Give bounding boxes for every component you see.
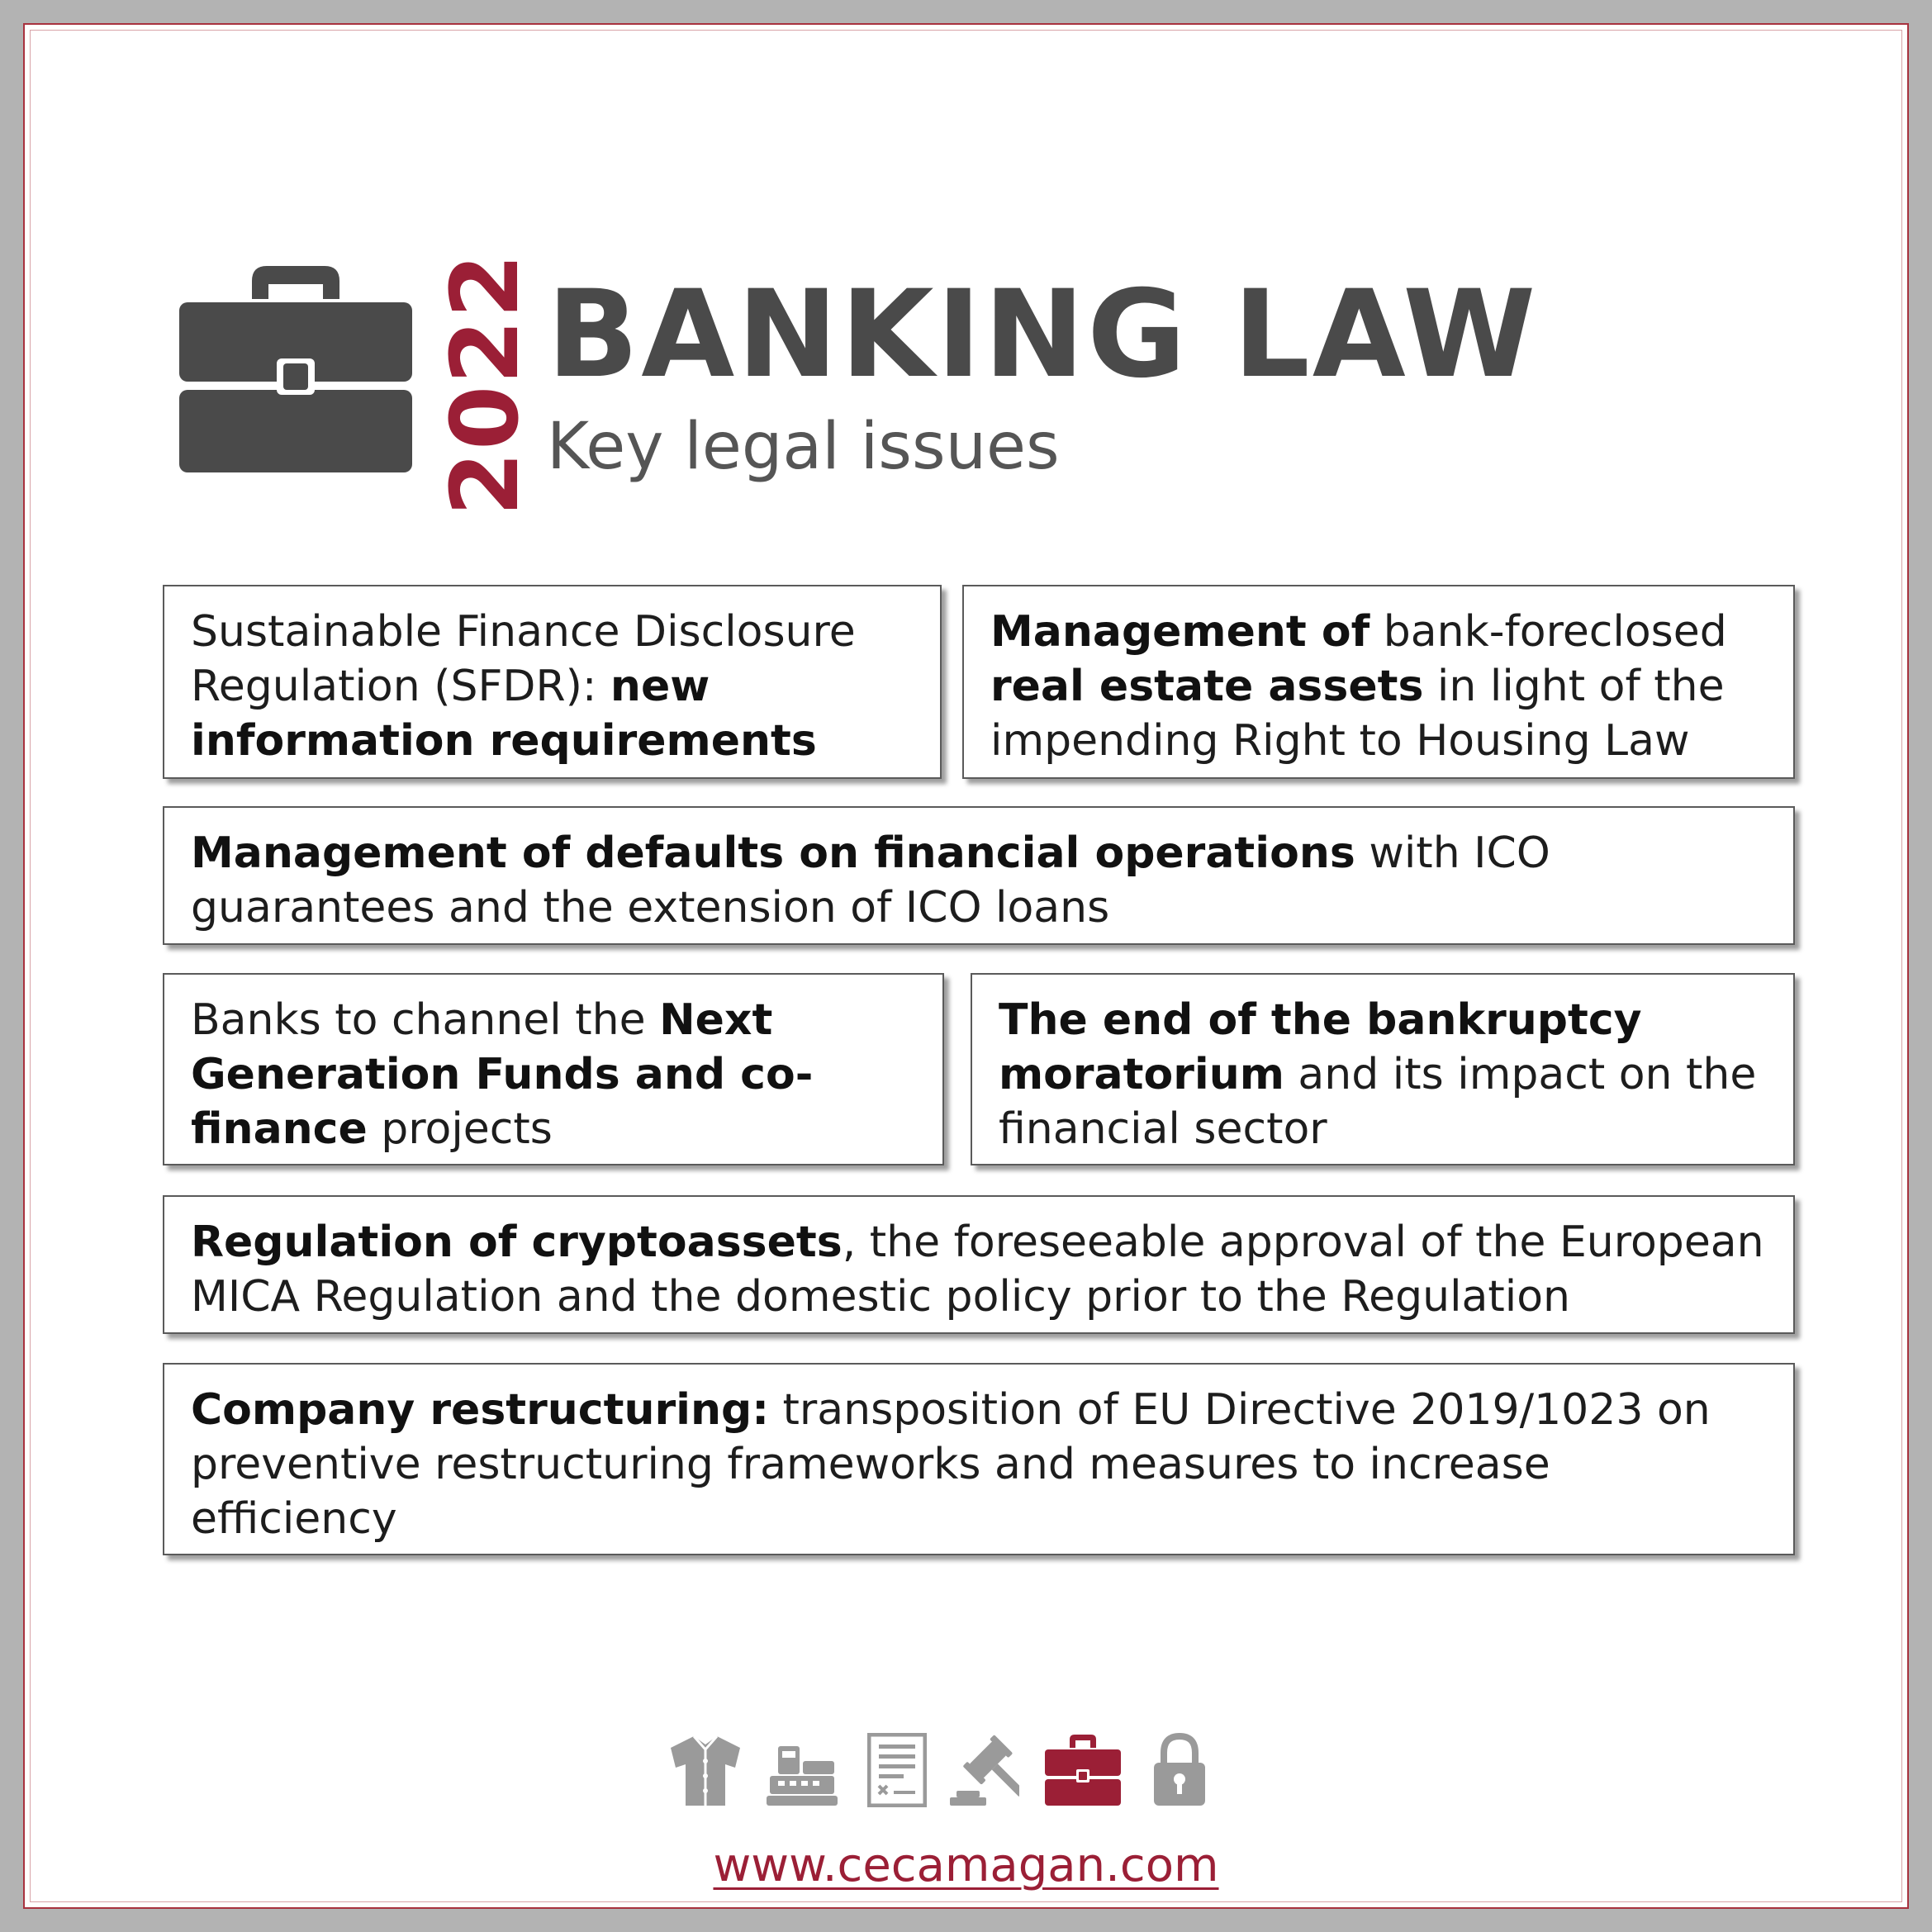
year-text: 2022	[432, 252, 539, 516]
padlock-icon	[1152, 1733, 1207, 1807]
briefcase-icon	[179, 266, 412, 472]
issue-box-sfdr	[163, 585, 942, 779]
issue-box-next-generation-funds	[163, 973, 944, 1165]
issue-text-bold: Management of	[990, 607, 1370, 657]
page-subtitle: Key legal issues	[547, 410, 1060, 484]
practice-area-icons	[669, 1733, 1214, 1816]
issue-text-bold: Regulation of cryptoassets	[191, 1218, 843, 1267]
issue-text: , the foreseeable approval of the European MICA Regulation and the domestic policy prior to the Regulation	[191, 1218, 1764, 1322]
issue-box-bankruptcy-moratorium	[971, 973, 1795, 1165]
cash-register-icon	[767, 1733, 838, 1807]
issue-text: in light of the impending Right to Housing Law	[990, 662, 1725, 766]
issue-box-ico-defaults	[163, 806, 1795, 945]
website-url[interactable]: www.cecamagan.com	[713, 1839, 1219, 1892]
issue-box-foreclosed-assets	[962, 585, 1795, 779]
issue-text: transposition of EU Directive 2019/1023 on preventive restructuring frameworks and measures to increase efficiency	[191, 1385, 1711, 1544]
issue-text: Sustainable Finance Disclosure Regulation (SFDR):	[191, 607, 856, 711]
issue-box-company-restructuring	[163, 1363, 1795, 1555]
issue-text-bold: new information requirements	[191, 662, 817, 766]
issue-text-bold: The end of the bankruptcy moratorium	[999, 995, 1642, 1099]
issue-text: with ICO guarantees and the extension of ICO loans	[191, 828, 1550, 933]
issue-text-bold: Management of defaults on financial operations	[191, 828, 1355, 878]
document-icon	[867, 1733, 927, 1807]
issue-text: Banks to channel the	[191, 995, 660, 1045]
briefcase-icon	[1045, 1733, 1121, 1807]
issue-box-cryptoassets	[163, 1195, 1795, 1334]
website-link[interactable]	[25, 1839, 1907, 1892]
page-title: BANKING LAW	[547, 264, 1539, 405]
infographic-card	[25, 25, 1907, 1907]
issue-text: and its impact on the financial sector	[999, 1050, 1757, 1154]
shirt-icon	[669, 1733, 742, 1807]
issue-text-bold: Company restructuring:	[191, 1385, 769, 1435]
issue-text-bold: real estate assets	[990, 662, 1424, 711]
issue-text: bank-foreclosed	[1369, 607, 1727, 657]
gavel-icon	[948, 1733, 1019, 1807]
issue-text: projects	[367, 1104, 553, 1154]
issue-text-bold: Next Generation Funds and co-finance	[191, 995, 814, 1154]
year-label	[432, 252, 539, 516]
